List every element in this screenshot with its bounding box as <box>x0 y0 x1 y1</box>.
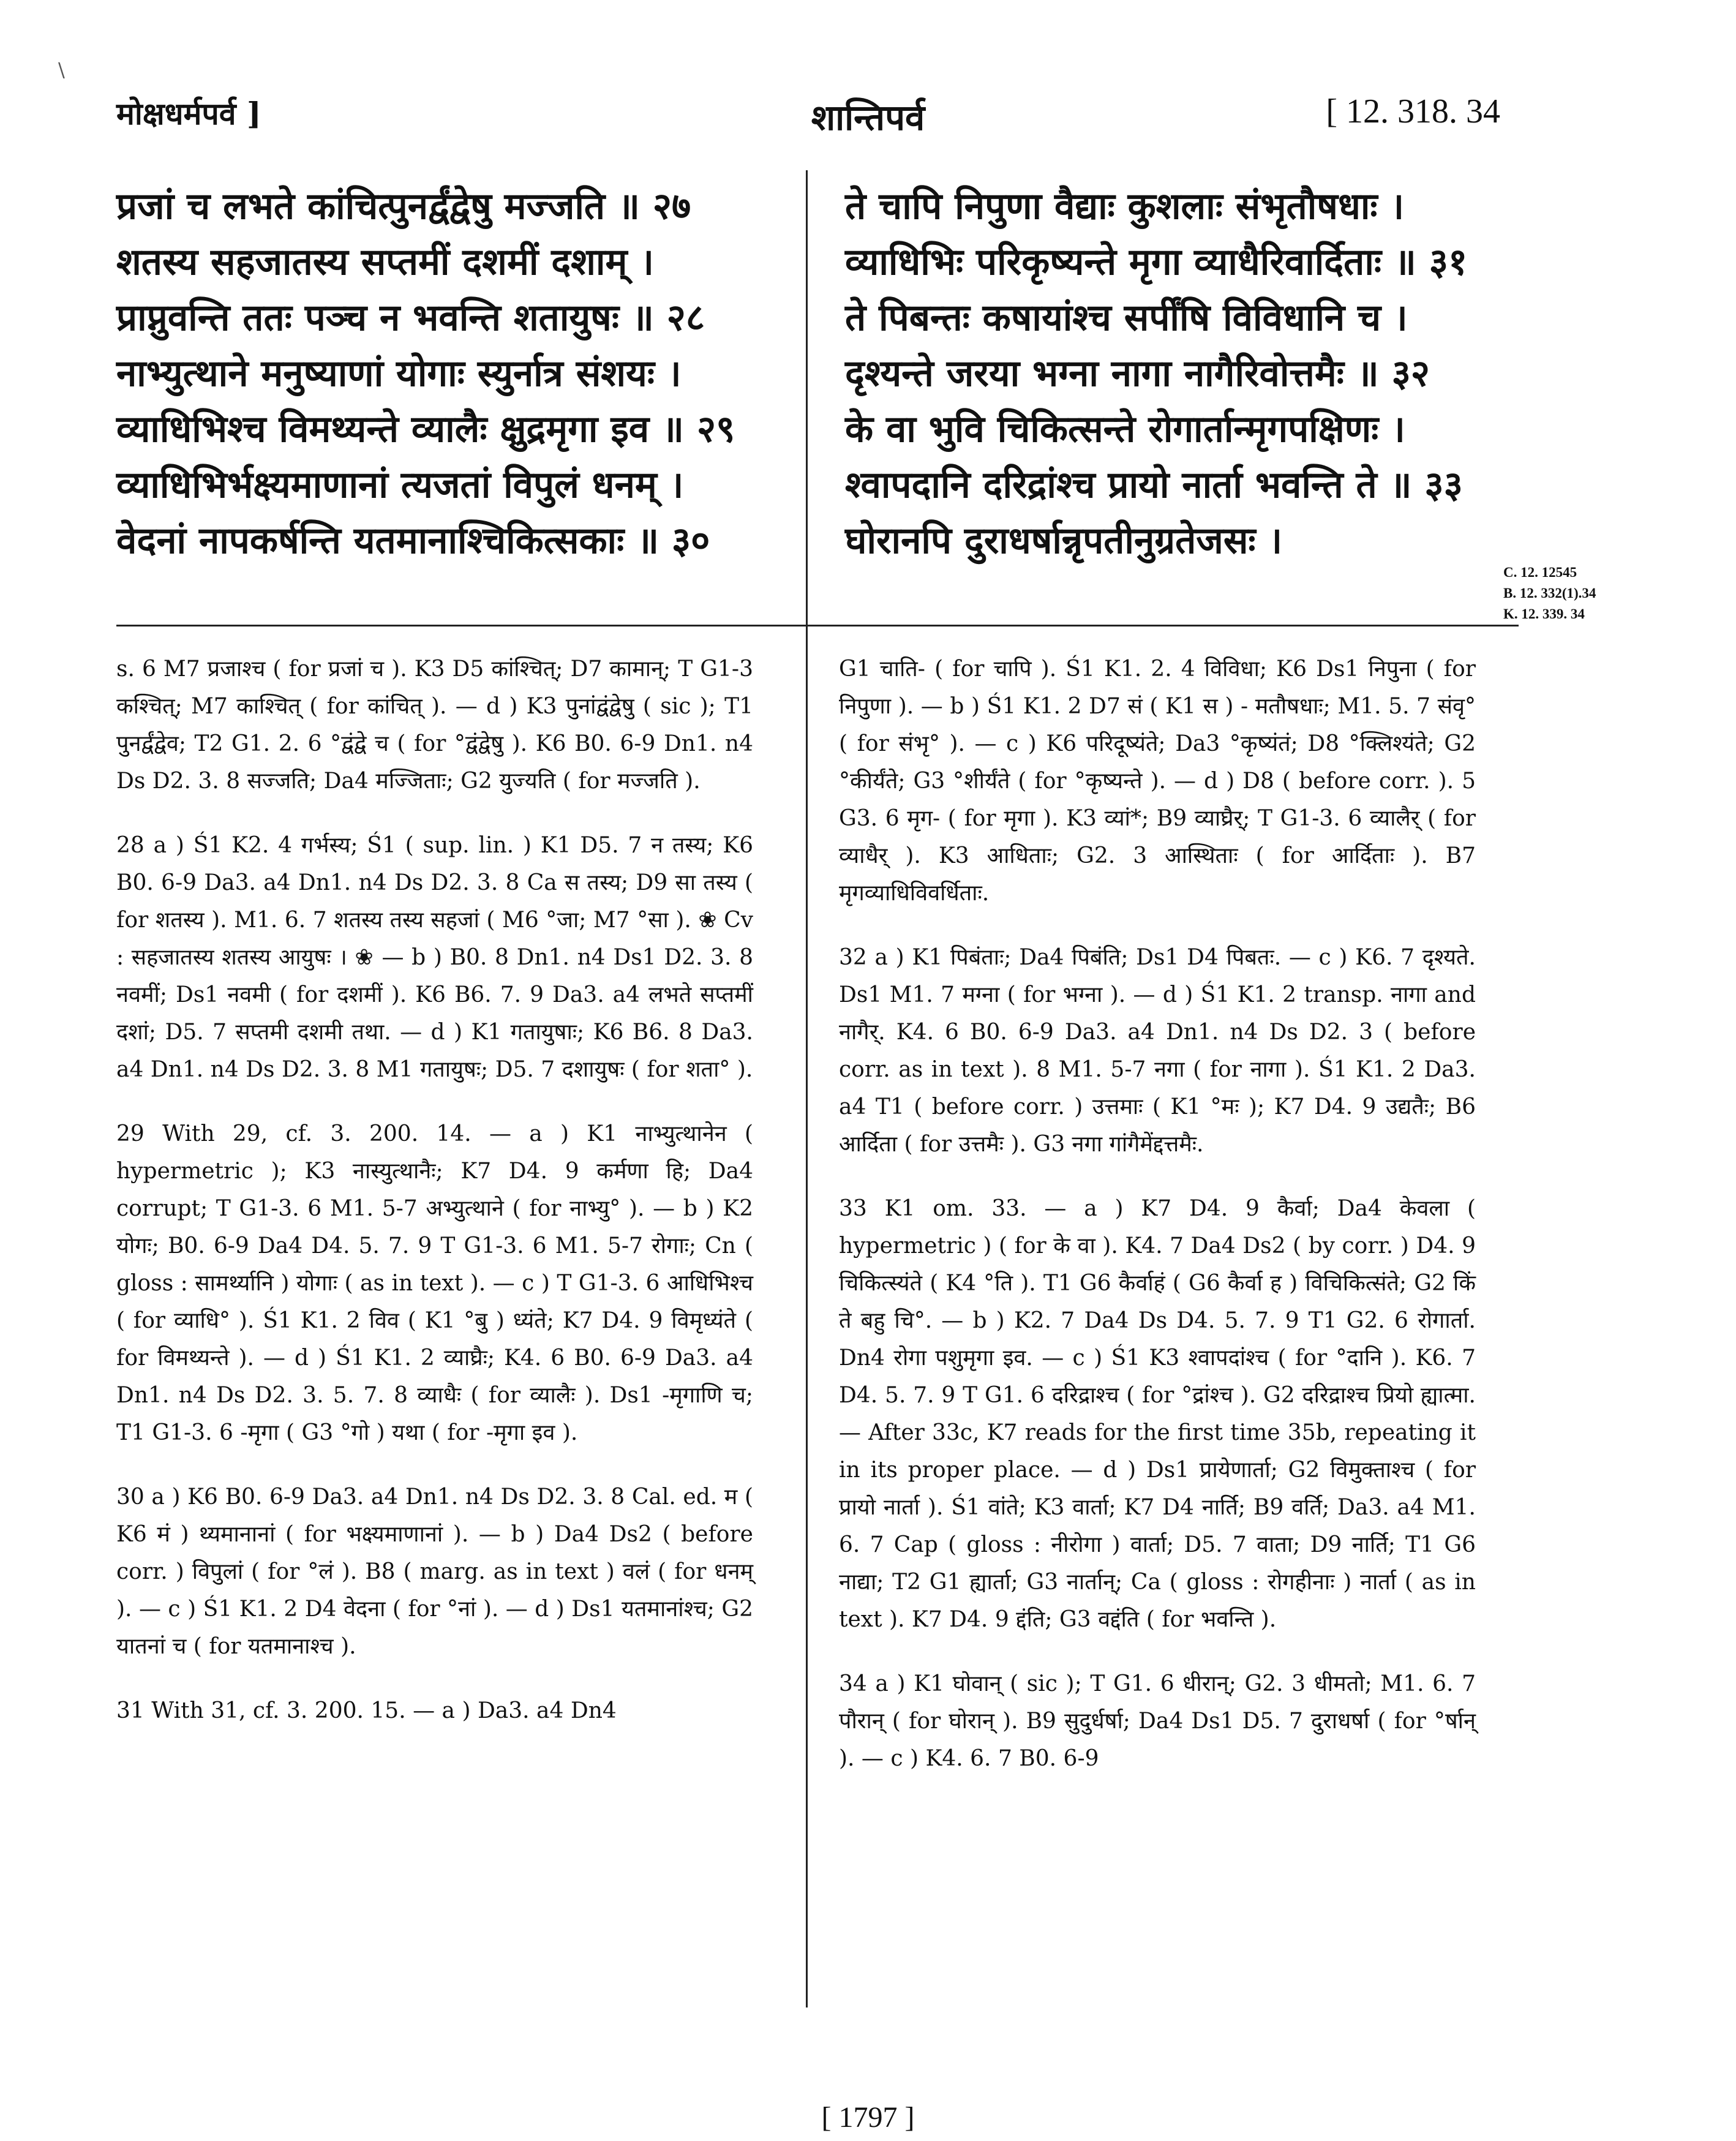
verse-line: नाभ्युत्थाने मनुष्याणां योगाः स्युर्नात्र संशयः । <box>116 352 682 395</box>
apparatus-note: 29 With 29, cf. 3. 200. 14. — a ) K1 नाभ्युत्थानेन ( hypermetric ); K3 नास्युत्थानैः; K7 D4. 9 कर्मणा हि; Da4 corrupt; T G1-3. 6 M1. 5-7 अभ्युत्थाने ( for नाभ्यु° ). — b ) K2 योगः; B0. 6-9 Da4 D4. 5. 7. 9 T G1-3. 6 M1. 5-7 रोगाः; Cn ( gloss : सामर्थ्यानि ) योगाः ( as in text ). — c ) T G1-3. 6 आधिभिश्च ( for व्याधि° ). Ś1 K1. 2 विव ( K1 °बु ) ध्यंते; K7 D4. 9 विमृध्यंते ( for विमथ्यन्ते ). — d ) Ś1 K1. 2 व्याघ्रैः; K4. 6 B0. 6-9 Da3. a4 Dn1. n4 Ds D2. 3. 5. 7. 8 व्याधैः ( for व्यालैः ). Ds1 -मृगाणि च; T1 G1-3. 6 -मृगा ( G3 °गो ) यथा ( for -मृगा इव ). <box>116 1121 753 1445</box>
verse-column-left <box>116 179 759 569</box>
verse-column-right <box>845 179 1494 569</box>
verse-line: के वा भुवि चिकित्सन्ते रोगार्तान्मृगपक्षिणः । <box>845 408 1405 451</box>
verse-line: व्याधिभिः परिकृष्यन्ते मृगा व्याधैरिवार्दिताः ॥ ३१ <box>845 241 1468 284</box>
horizontal-divider <box>116 625 1519 626</box>
apparatus-column-right <box>839 650 1476 1804</box>
verse-line: प्राप्नुवन्ति ततः पञ्च न भवन्ति शतायुषः ॥ २८ <box>116 296 705 339</box>
verse-line: श्वापदानि दरिद्रांश्च प्रायो नार्ता भवन्ति ते ॥ ३३ <box>845 464 1463 506</box>
apparatus-note: 33 K1 om. 33. — a ) K7 D4. 9 कैर्वा; Da4 केवला ( hypermetric ) ( for के वा ). K4. 7 Da4 Ds2 ( by corr. ) D4. 9 चिकित्स्यंते ( K4 °ति ). T1 G6 कैर्वाहं ( G6 कैर्वा ह ) विचिकित्संते; G2 किं ते बहु चि°. — b ) K2. 7 Da4 Ds D4. 5. 7. 9 T1 G2. 6 रोगार्ता. Dn4 रोगा पशुमृगा इव. — c ) Ś1 K3 श्वापदांश्च ( for °दानि ). K6. 7 D4. 5. 7. 9 T G1. 6 दरिद्राश्च ( for °द्रांश्च ). G2 दरिद्राश्च प्रियो ह्यात्मा. — After 33c, K7 reads for the first time 35b, repeating it in its proper place. — d ) Ds1 प्रायेणार्ता; G2 विमुक्ताश्च ( for प्रायो नार्ता ). Ś1 वांते; K3 वार्ता; K7 D4 नार्ति; B9 वर्ति; Da3. a4 M1. 6. 7 Cap ( gloss : नीरोगा ) वार्ता; D5. 7 वाता; D9 नार्ति; T1 G6 नाद्या; T2 G1 ह्यार्ता; G3 नार्तान्; Ca ( gloss : रोगहीनाः ) नार्ता ( as in text ). K7 D4. 9 द्दंति; G3 वद्दंति ( for भवन्ति ). <box>839 1196 1476 1632</box>
concordance-ref: B. 12. 332(1).34 <box>1503 585 1596 601</box>
verse-line: वेदनां नापकर्षन्ति यतमानाश्चिकित्सकाः ॥ ३० <box>116 519 710 562</box>
concordance-ref: C. 12. 12545 <box>1503 565 1577 580</box>
apparatus-note: s. 6 M7 प्रजाश्च ( for प्रजां च ). K3 D5 कांश्चित्; D7 कामान्; T G1-3 कश्चित्; M7 काश्चित् ( for कांचित् ). — d ) K3 पुनांद्वंद्वेषु ( sic ); T1 पुनर्द्वंद्वेव; T2 G1. 2. 6 °द्वंद्वे च ( for °द्वंद्वेषु ). K6 B0. 6-9 Dn1. n4 Ds D2. 3. 8 सज्जति; Da4 मज्जिताः; G2 युज्यति ( for मज्जति ). <box>116 657 753 794</box>
running-head-reference: [ 12. 318. 34 <box>1326 92 1500 130</box>
concordance-references <box>1503 562 1730 625</box>
verse-line: शतस्य सहजातस्य सप्तमीं दशमीं दशाम् । <box>116 241 654 284</box>
verse-line: व्याधिभिर्भक्ष्यमाणानां त्यजतां विपुलं धनम् । <box>116 464 684 506</box>
apparatus-note: 32 a ) K1 पिबंताः; Da4 पिबंति; Ds1 D4 पिबतः. — c ) K6. 7 दृश्यते. Ds1 M1. 7 मग्ना ( for भग्ना ). — d ) Ś1 K1. 2 transp. नागा and नागैर्. K4. 6 B0. 6-9 Da3. a4 Dn1. n4 Ds D2. 3 ( before corr. as in text ). 8 M1. 5-7 नगा ( for नागा ). Ś1 K1. 2 Da3. a4 T1 ( before corr. ) उत्तमाः ( K1 °मः ); K7 D4. 9 उद्यतैः; B6 आर्दिता ( for उत्तमैः ). G3 नगा गांगैमेंद्दत्तमैः. <box>839 945 1476 1157</box>
apparatus-note: 28 a ) Ś1 K2. 4 गर्भस्य; Ś1 ( sup. lin. ) K1 D5. 7 न तस्य; K6 B0. 6-9 Da3. a4 Dn1. n4 Ds D2. 3. 8 Ca स तस्य; D9 सा तस्य ( for शतस्य ). M1. 6. 7 शतस्य तस्य सहजां ( M6 °जा; M7 °सा ). ❀ Cv : सहजातस्य शतस्य आयुषः । ❀ — b ) B0. 8 Dn1. n4 Ds1 D2. 3. 8 नवमीं; Ds1 नवमी ( for दशमीं ). K6 B6. 7. 9 Da3. a4 लभते सप्तमीं दशां; D5. 7 सप्तमी दशमी तथा. — d ) K1 गतायुषाः; K6 B6. 8 Da3. a4 Dn1. n4 Ds D2. 3. 8 M1 गतायुषः; D5. 7 दशायुषः ( for शता° ). <box>116 833 753 1082</box>
verse-line: घोरानपि दुराधर्षान्नृपतीनुग्रतेजसः । <box>845 519 1283 562</box>
running-head-title: शान्तिपर्व <box>811 97 925 138</box>
apparatus-note: G1 चाति- ( for चापि ). Ś1 K1. 2. 4 विविधा; K6 Ds1 निपुना ( for निपुणा ). — b ) Ś1 K1. 2 D7 सं ( K1 स ) - मतौषधाः; M1. 5. 7 संवृ° ( for संभृ° ). — c ) K6 परिदूष्यंते; Da3 °कृष्यंतं; D8 °क्लिश्यंते; G2 °कीर्यंते; G3 °शीर्यंते ( for °कृष्यन्ते ). — d ) D8 ( before corr. ). 5 G3. 6 मृग- ( for मृगा ). K3 व्यां*; B9 व्याघ्रैर्; T G1-3. 6 व्यालैर् ( for व्याधैर् ). K3 आधिताः; G2. 3 आस्थिताः ( for आर्दिताः ). B7 मृगव्याधिविवर्धिताः. <box>839 657 1476 906</box>
verse-line: ते पिबन्तः कषायांश्च सर्पींषि विविधानि च । <box>845 296 1408 339</box>
apparatus-note: 34 a ) K1 घोवान् ( sic ); T G1. 6 धीरान्; G2. 3 धीमतो; M1. 6. 7 पौरान् ( for घोरान् ). B9 सुदुर्धर्षा; Da4 Ds1 D5. 7 दुराधर्षा ( for °र्षान् ). — c ) K4. 6. 7 B0. 6-9 <box>839 1671 1476 1771</box>
apparatus-note: 30 a ) K6 B0. 6-9 Da3. a4 Dn1. n4 Ds D2. 3. 8 Cal. ed. म ( K6 मं ) थ्यमानानां ( for भक्ष्यमाणानां ). — b ) Da4 Ds2 ( before corr. ) विपुलां ( for °लं ). B8 ( marg. as in text ) वलं ( for धनम् ). — c ) Ś1 K1. 2 D4 वेदना ( for °नां ). — d ) Ds1 यतमानांश्च; G2 यातनां च ( for यतमानाश्च ). <box>116 1484 753 1659</box>
stray-mark: \ <box>58 58 65 81</box>
page-number: [ 1797 ] <box>821 2101 915 2134</box>
apparatus-column-left <box>116 650 753 1756</box>
column-divider <box>806 170 808 2007</box>
verse-line: प्रजां च लभते कांचित्पुनर्द्वंद्वेषु मज्जति ॥ २७ <box>116 185 691 228</box>
verse-line: ते चापि निपुणा वैद्याः कुशलाः संभृतौषधाः । <box>845 185 1405 228</box>
verse-line: दृश्यन्ते जरया भग्ना नागा नागैरिवोत्तमैः ॥ ३२ <box>845 352 1430 395</box>
concordance-ref: K. 12. 339. 34 <box>1503 606 1585 622</box>
running-head-left: मोक्षधर्मपर्व ] <box>116 96 261 132</box>
apparatus-note: 31 With 31, cf. 3. 200. 15. — a ) Da3. a4 Dn4 <box>116 1698 617 1723</box>
verse-line: व्याधिभिश्च विमथ्यन्ते व्यालैः क्षुद्रमृगा इव ॥ २९ <box>116 408 735 451</box>
